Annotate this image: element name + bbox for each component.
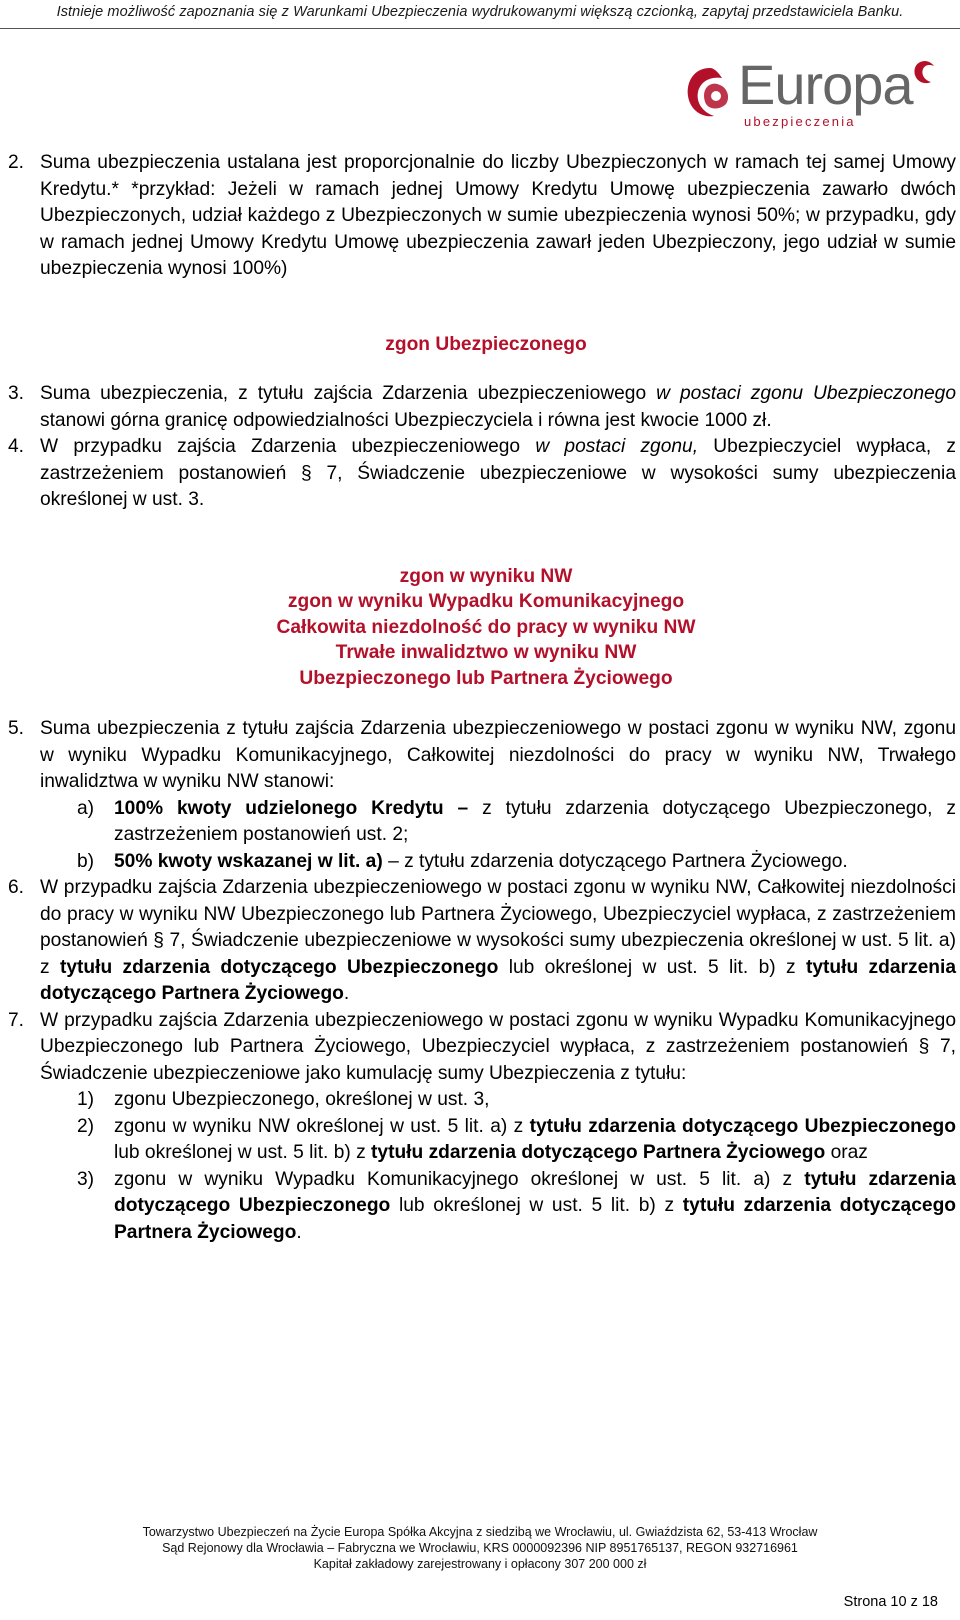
bold-text: tytułu zdarzenia dotyczącego Partnera Życiowego [114, 1195, 957, 1243]
bold-text: 50% kwoty wskazanej w lit. a) [114, 850, 383, 872]
paragraph-2 [8, 150, 956, 283]
list-marker: a) [77, 797, 95, 819]
paragraph-text: W przypadku zajścia Zdarzenia ubezpieczeniowego w postaci zgonu w wyniku NW, Całkowitej niezdolności do pracy w wyniku NW Ubezpieczonego lub Partnera Życiowego, Ubezpieczyciel wypłaca, z zastrzeżeniem postanowień § 7, Świadczenie ubezpieczeniowe w wysokości sumy ubezpieczenia określonej w ust. 5 lit. a) z [40, 877, 956, 978]
list-text: zgonu w wyniku Wypadku Komunikacyjnego określonej w ust. 5 lit. a) z [114, 1168, 805, 1190]
footer-line: Kapitał zakładowy zarejestrowany i opłacony 307 200 000 zł [313, 1557, 647, 1571]
logo-wordmark: Europa [738, 53, 913, 116]
paragraph-text: stanowi górna granicę odpowiedzialności Ubezpieczyciela i równa jest kwocie 1000 zł. [40, 409, 772, 431]
bold-text: tytułu zdarzenia dotyczącego Ubezpieczonego [59, 956, 499, 978]
list-text: zgonu w wyniku NW określonej w ust. 5 lit. a) z [114, 1115, 530, 1137]
bold-text: tytułu zdarzenia dotyczącego Partnera Życiowego [371, 1142, 826, 1163]
list-marker: 3) [77, 1168, 95, 1190]
paragraph-7 [8, 1008, 956, 1088]
heading-line: Całkowita niezdolność do pracy w wyniku NW [276, 616, 696, 638]
list-text: zgonu Ubezpieczonego, określonej w ust. 3, [114, 1089, 490, 1110]
list-marker: 1) [77, 1089, 95, 1110]
paragraph-number: 7. [8, 1009, 25, 1031]
list-text: – z tytułu zdarzenia dotyczącego Partnera Życiowego. [382, 850, 848, 872]
list-text: lub określonej w ust. 5 lit. b) z [114, 1142, 372, 1163]
paragraph-number: 4. [8, 436, 25, 457]
heading-line: zgon w wyniku NW [399, 565, 573, 587]
list-item-a [8, 796, 956, 849]
paragraph-text: . [343, 983, 350, 1004]
bold-text: tytułu zdarzenia dotyczącego Partnera Życiowego [40, 956, 956, 1004]
list-text: oraz [825, 1142, 868, 1163]
paragraph-number: 2. [8, 152, 25, 173]
paragraph-number: 6. [8, 877, 25, 898]
heading-line: Trwałe inwalidztwo w wyniku NW [335, 642, 637, 663]
paragraph-number: 3. [8, 383, 25, 404]
bold-text: 100% kwoty udzielonego Kredytu – [114, 797, 469, 819]
section-heading-accident [8, 564, 956, 692]
document-body [8, 150, 956, 1246]
list-item-1 [8, 1087, 956, 1114]
logo-swirl-icon [682, 64, 738, 124]
heading-line: zgon w wyniku Wypadku Komunikacyjnego [287, 591, 685, 612]
bold-text: tytułu zdarzenia dotyczącego Ubezpieczonego [114, 1168, 956, 1216]
list-item-b [8, 849, 956, 876]
paragraph-number: 5. [8, 718, 25, 739]
paragraph-text: Suma ubezpieczenia, z tytułu zajścia Zdarzenia ubezpieczeniowego [40, 383, 657, 404]
paragraph-6 [8, 875, 956, 1008]
paragraph-text: Suma ubezpieczenia z tytułu zajścia Zdarzenia ubezpieczeniowego w postaci zgonu w wyniku NW, zgonu w wyniku Wypadku Komunikacyjnego, Całkowitej niezdolności do pracy w wyniku NW, Trwałego inwalidztwa w wyniku NW stanowi: [40, 718, 956, 792]
top-divider [0, 28, 960, 29]
list-item-2 [8, 1114, 956, 1167]
list-marker: b) [77, 850, 95, 872]
footer-line: Sąd Rejonowy dla Wrocławia – Fabryczna we Wrocławiu, KRS 0000092396 NIP 8951765137, REGON 932716961 [162, 1541, 798, 1555]
paragraph-3 [8, 381, 956, 434]
logo-accent-icon [910, 58, 940, 88]
italic-text: w postaci zgonu Ubezpieczonego [656, 383, 956, 404]
footer-line: Towarzystwo Ubezpieczeń na Życie Europa Spółka Akcyjna z siedzibą we Wrocławiu, ul. Gwiaździsta 62, 53-413 Wrocław [142, 1525, 818, 1539]
bold-text: tytułu zdarzenia dotyczącego Ubezpieczonego [529, 1115, 956, 1137]
list-text: lub określonej w ust. 5 lit. b) z [390, 1195, 683, 1216]
list-text: z tytułu zdarzenia dotyczącego Ubezpieczonego, z zastrzeżeniem postanowień ust. 2; [114, 797, 956, 845]
logo-subtitle: ubezpieczenia [744, 114, 856, 129]
list-item-3 [8, 1167, 956, 1247]
top-notice: Istnieje możliwość zapoznania się z Warunkami Ubezpieczenia wydrukowanymi większą czcionką, zapytaj przedstawiciela Banku. [56, 4, 904, 20]
list-text: . [296, 1221, 302, 1243]
paragraph-4 [8, 434, 956, 514]
paragraph-text: Ubezpieczyciel wypłaca, z zastrzeżeniem postanowień § 7, Świadczenie ubezpieczeniowe w wysokości sumy ubezpieczenia określonej w ust. 3. [40, 436, 956, 510]
paragraph-text: W przypadku zajścia Zdarzenia ubezpieczeniowego [40, 436, 536, 457]
paragraph-text: W przypadku zajścia Zdarzenia ubezpieczeniowego w postaci zgonu w wyniku Wypadku Komunikacyjnego Ubezpieczonego lub Partnera Życiowego, Ubezpieczyciel wypłaca, z zastrzeżeniem postanowień § 7, Świadczenie ubezpieczeniowe jako kumulację sumy Ubezpieczenia z tytułu: [40, 1009, 956, 1084]
italic-text: w postaci zgonu, [535, 436, 699, 457]
heading-line: Ubezpieczonego lub Partnera Życiowego [299, 667, 673, 689]
page-number: Strona 10 z 18 [843, 1594, 938, 1610]
europa-logo [682, 53, 942, 130]
company-footer [0, 1524, 960, 1572]
paragraph-text: lub określonej w ust. 5 lit. b) z [498, 956, 806, 978]
list-marker: 2) [77, 1115, 95, 1137]
section-heading-death: zgon Ubezpieczonego [385, 333, 587, 355]
paragraph-5 [8, 716, 956, 796]
paragraph-text: Suma ubezpieczenia ustalana jest proporcjonalnie do liczby Ubezpieczonych w ramach tej samej Umowy Kredytu.* *przykład: Jeżeli w ramach jednej Umowy Kredytu Umowę ubezpieczenia zawarło dwóch Ubezpieczonych, udział każdego z Ubezpieczonych w sumie ubezpieczenia wynosi 50%; w przypadku, gdy w ramach jednej Umowy Kredytu Umowę ubezpieczenia zawarł jeden Ubezpieczony, jego udział w sumie ubezpieczenia wynosi 100%) [40, 152, 956, 279]
